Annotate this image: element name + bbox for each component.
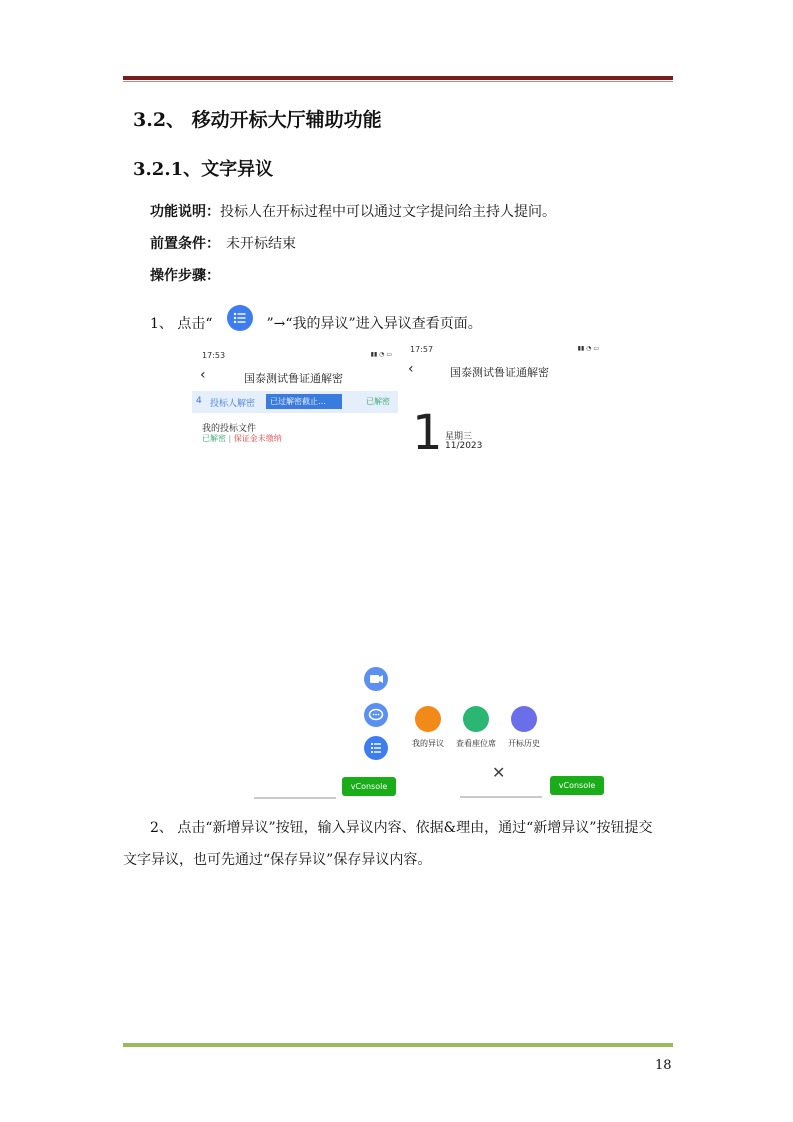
vconsole-button[interactable]: vConsole (550, 776, 604, 795)
app-title: 国泰测试鲁证通解密 (450, 366, 549, 379)
page-number: 18 (655, 1058, 672, 1073)
function-text: 投标人在开标过程中可以通过文字提问给主持人提问。 (220, 204, 556, 220)
step-status: 已解密 (366, 397, 390, 406)
screenshot-decrypt-page (192, 345, 398, 800)
list-fab-icon[interactable] (364, 736, 388, 760)
step-1 (150, 311, 482, 337)
steps-label (150, 268, 220, 284)
video-fab-icon[interactable] (364, 667, 388, 691)
month-year: 11/2023 (445, 441, 483, 451)
back-icon[interactable]: ‹ (408, 361, 414, 377)
status-icons: ▮▮ ◔ ▭ (370, 351, 392, 358)
function-label: 功能说明： (150, 204, 220, 220)
close-icon[interactable]: ✕ (492, 763, 506, 782)
step-number: 4 (196, 396, 202, 406)
app-title: 国泰测试鲁证通解密 (244, 372, 343, 385)
header-rule (123, 76, 673, 80)
day-number: 1 (412, 405, 443, 461)
objection-icon (415, 706, 441, 732)
status-time: 17:57 (410, 345, 434, 354)
menu-label: 我的异议 (412, 739, 444, 748)
file-title: 我的投标文件 (202, 424, 257, 434)
file-status-sep: | (226, 434, 234, 443)
section-heading: 3.2、 移动开标大厅辅助功能 (133, 109, 382, 131)
file-status-line (202, 433, 282, 444)
menu-label: 开标历史 (508, 739, 540, 748)
header-rule-thin (123, 81, 673, 82)
weekday: 星期三 (445, 432, 473, 442)
menu-bid-history[interactable] (494, 706, 554, 749)
precondition-text: 未开标结束 (226, 236, 296, 252)
menu-label: 查看座位席 (456, 739, 496, 748)
chat-fab-icon[interactable] (364, 703, 388, 727)
back-icon[interactable]: ‹ (200, 367, 206, 383)
step-2-line2: 文字异议，也可先通过“保存异议”保存异议内容。 (123, 852, 432, 868)
subsection-heading: 3.2.1、文字异议 (133, 159, 274, 180)
list-menu-icon (227, 305, 253, 331)
step-row[interactable] (192, 391, 398, 413)
function-description (150, 204, 556, 220)
status-icons: ▮▮ ◔ ▭ (577, 345, 599, 352)
status-time: 17:53 (202, 351, 226, 360)
steps-label-text: 操作步骤： (150, 268, 220, 284)
footer-rule (123, 1043, 673, 1047)
home-indicator (254, 797, 336, 799)
seat-icon (463, 706, 489, 732)
file-status-ok: 已解密 (202, 434, 226, 443)
step-chip: 已过解密截止… (266, 394, 342, 409)
step1-suffix: ”→“我的异议”进入异议查看页面。 (266, 316, 482, 332)
precondition-label: 前置条件： (150, 236, 220, 252)
precondition (150, 236, 296, 252)
step-label: 投标人解密 (210, 399, 256, 409)
step-2-line1: 2、 点击“新增异议”按钮，输入异议内容、依据&理由，通过“新增异议”按钮提交 (150, 820, 653, 836)
vconsole-button[interactable]: vConsole (342, 777, 396, 796)
file-status-warn: 保证金未缴纳 (233, 434, 282, 443)
screenshot-menu-page (400, 340, 605, 800)
history-icon (511, 706, 537, 732)
home-indicator (460, 796, 542, 798)
step1-prefix: 1、 点击“ (150, 316, 213, 332)
